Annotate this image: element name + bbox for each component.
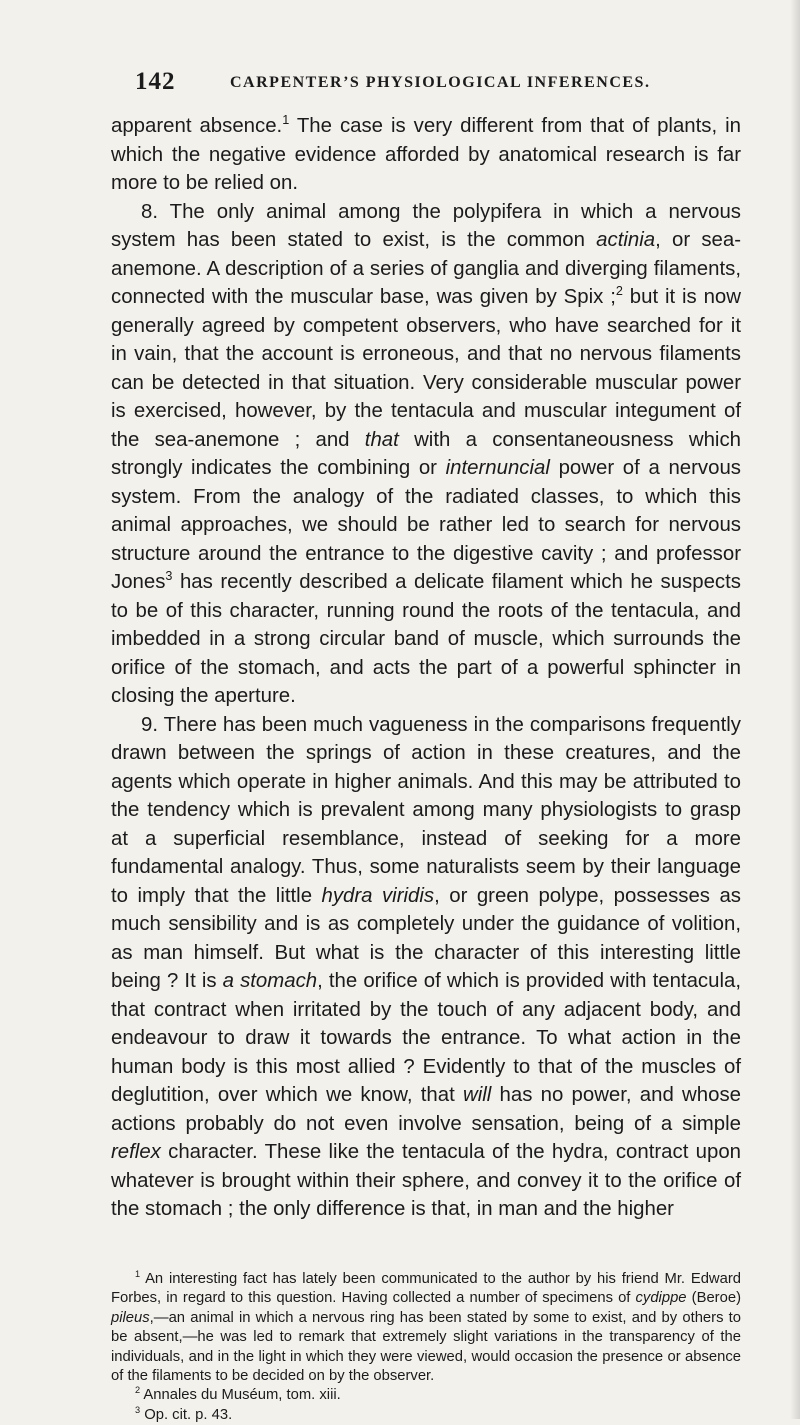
footnote-3: $^3$ Op. cit. p. 43. [135, 1404, 233, 1423]
paragraph-9: 9. There has been much vagueness in the comparisons frequently drawn between the springs of action in these creatures, and the agents which operate in higher animals. And this may be attributed to the tendency which is prevalent among many physiologists to grasp at a superficial resemblance, instead of seeking for a more fundamental analogy. Thus, some naturalists seem by their language to imply that the little hydra viridis, or green polype, possesses as much sensibility and is as completely under the guidance of volition, as man himself. But what is the character of this interesting little being ? It is a stomach, the orifice of which is provided with tentacula, that contract when irritated by the touch of any adjacent body, and endeavour to draw it towards the entrance. To what action in the human body is this most allied ? Evidently to that of the muscles of deglutition, over which we know, that will has no power, and whose actions probably do not even involve sensation, being of a simple reflex character. These like the tentacula of the hydra, contract upon whatever is brought within their sphere, and convey it to the orifice of the stomach ; the only difference is that, in man and the higher [111, 713, 741, 1220]
footnote-ref-3: 3 [165, 569, 173, 584]
footnote-ref-1: 1 [282, 113, 290, 128]
footnote-2: $^2$ Annales du Muséum, tom. xiii. [135, 1385, 341, 1404]
paragraph-1: apparent absence.$^1$ The case is very different from that of plants, in which the negative evidence afforded by anatomical research is far more to be relied on. [111, 113, 741, 194]
body-text [111, 112, 741, 1224]
page-number: 142 [135, 68, 176, 95]
footnotes [111, 1270, 741, 1425]
footnote-ref-2: 2 [615, 284, 623, 299]
paragraph-8: 8. The only animal among the polypifera in which a nervous system has been stated to exist, is the common actinia, or sea-anemone. A description of a series of ganglia and diverging filaments, connected with the muscular base, was given by Spix ;$^2$ but it is now generally agreed by competent observers, who have searched for it in vain, that the account is erroneous, and that no nervous filaments can be detected in that situation. Very considerable muscular power is exercised, however, by the tentacula and muscular integument of the sea-anemone ; and that with a consentaneousness which strongly indicates the combining or internuncial power of a nervous system. From the analogy of the radiated classes, to which this animal approaches, we should be rather led to search for nervous structure around the entrance to the digestive cavity ; and professor Jones$^3$ has recently described a delicate filament which he suspects to be of this character, running round the roots of the tentacula, and imbedded in a strong circular band of muscle, which surrounds the orifice of the stomach, and acts the part of a powerful sphincter in closing the aperture. [111, 200, 742, 707]
footnote-1: $^1$ An interesting fact has lately been communicated to the author by his friend Mr. Edward Forbes, in regard to this question. Having collected a number of specimens of cydippe (Beroe) pileus,—an animal in which a nervous ring has been stated by some to exist, and by others to be absent,—he was led to remark that extremely slight variations in the transparency of the individuals, and in the light in which they were viewed, would occasion the presence or absence of the filaments to be decided on by the observer. [111, 1269, 741, 1385]
page-edge-shadow [790, 0, 800, 1419]
running-head: CARPENTER’S PHYSIOLOGICAL INFERENCES. [230, 74, 651, 91]
